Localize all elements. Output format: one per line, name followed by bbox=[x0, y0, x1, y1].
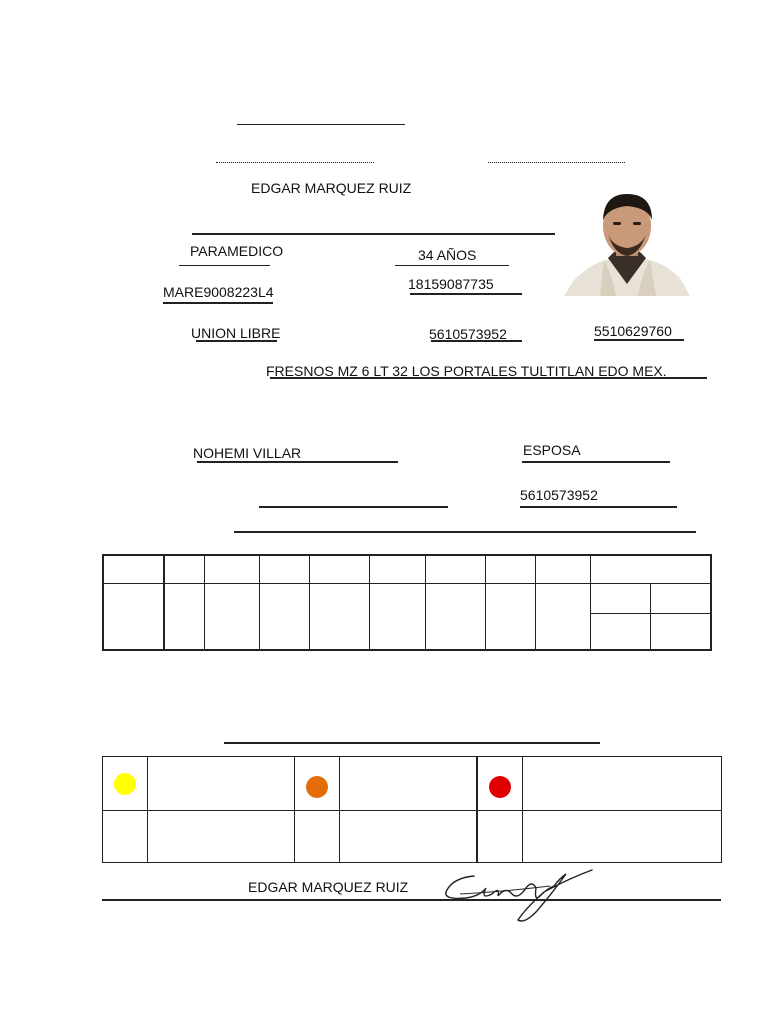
table-cell bbox=[523, 811, 722, 863]
table-cell bbox=[650, 613, 711, 650]
table-cell bbox=[103, 583, 164, 650]
table-cell bbox=[294, 811, 339, 863]
contact-phone-underline bbox=[520, 506, 677, 508]
contact-name-underline bbox=[197, 461, 398, 463]
rfc-value: MARE9008223L4 bbox=[163, 284, 274, 300]
contact-name-value: NOHEMI VILLAR bbox=[193, 445, 302, 461]
id-number-value: 18159087735 bbox=[408, 276, 494, 292]
table-cell bbox=[485, 555, 535, 583]
table-cell bbox=[103, 811, 148, 863]
table-cell bbox=[147, 757, 294, 811]
occupation-value: PARAMEDICO bbox=[190, 243, 284, 259]
age-value: 34 AÑOS bbox=[418, 247, 477, 263]
phone-1-value: 5610573952 bbox=[429, 326, 507, 342]
address-underline bbox=[270, 377, 707, 379]
table-cell bbox=[369, 583, 425, 650]
header-rule bbox=[237, 124, 405, 125]
phone-2-value: 5510629760 bbox=[594, 323, 672, 339]
signature-line bbox=[102, 899, 721, 901]
occupation-underline bbox=[179, 265, 270, 266]
table-cell bbox=[590, 583, 650, 613]
table-cell bbox=[535, 555, 590, 583]
phone-1-underline bbox=[431, 340, 522, 342]
table-cell bbox=[485, 583, 535, 650]
rfc-underline bbox=[163, 302, 273, 304]
marital-status-underline bbox=[196, 340, 277, 342]
id-number-underline bbox=[410, 293, 522, 295]
address-value: FRESNOS MZ 6 LT 32 LOS PORTALES TULTITLAN EDO MEX. bbox=[266, 363, 667, 379]
table-cell bbox=[309, 555, 369, 583]
table-cell bbox=[590, 555, 711, 583]
table-cell bbox=[259, 583, 309, 650]
age-underline bbox=[395, 265, 509, 266]
table-cell bbox=[477, 811, 523, 863]
handwritten-signature bbox=[440, 866, 600, 926]
table-cell bbox=[204, 555, 259, 583]
phone-2-underline bbox=[594, 339, 684, 341]
table-cell bbox=[425, 555, 485, 583]
table-cell bbox=[204, 583, 259, 650]
relationship-value: ESPOSA bbox=[523, 442, 581, 458]
dotted-field-left bbox=[216, 162, 374, 163]
table-cell bbox=[259, 555, 309, 583]
table-cell bbox=[339, 811, 477, 863]
orange-dot-icon bbox=[306, 776, 328, 798]
table-cell bbox=[425, 583, 485, 650]
table-cell bbox=[164, 555, 204, 583]
table-cell bbox=[103, 555, 164, 583]
color-legend-table bbox=[102, 756, 722, 863]
relationship-underline bbox=[522, 461, 670, 463]
full-name: EDGAR MARQUEZ RUIZ bbox=[251, 180, 412, 196]
table-cell bbox=[147, 811, 294, 863]
table-cell bbox=[535, 583, 590, 650]
table-cell bbox=[164, 583, 204, 650]
table-cell bbox=[650, 583, 711, 613]
legend-yellow-cell bbox=[103, 757, 148, 811]
records-table bbox=[102, 554, 712, 651]
legend-red-cell bbox=[477, 757, 523, 811]
table-cell bbox=[590, 613, 650, 650]
section-rule bbox=[234, 531, 696, 533]
table-cell bbox=[369, 555, 425, 583]
yellow-dot-icon bbox=[114, 773, 136, 795]
legend-title-rule bbox=[224, 742, 600, 744]
signature-name: EDGAR MARQUEZ RUIZ bbox=[248, 879, 409, 895]
red-dot-icon bbox=[489, 776, 511, 798]
legend-orange-cell bbox=[294, 757, 339, 811]
table-cell bbox=[309, 583, 369, 650]
name-underline bbox=[192, 233, 555, 235]
marital-status-value: UNION LIBRE bbox=[191, 325, 281, 341]
dotted-field-right bbox=[488, 162, 625, 163]
blank-field-underline bbox=[259, 506, 448, 508]
table-cell bbox=[339, 757, 477, 811]
contact-phone-value: 5610573952 bbox=[520, 487, 598, 503]
profile-photo bbox=[564, 188, 690, 296]
table-cell bbox=[523, 757, 722, 811]
